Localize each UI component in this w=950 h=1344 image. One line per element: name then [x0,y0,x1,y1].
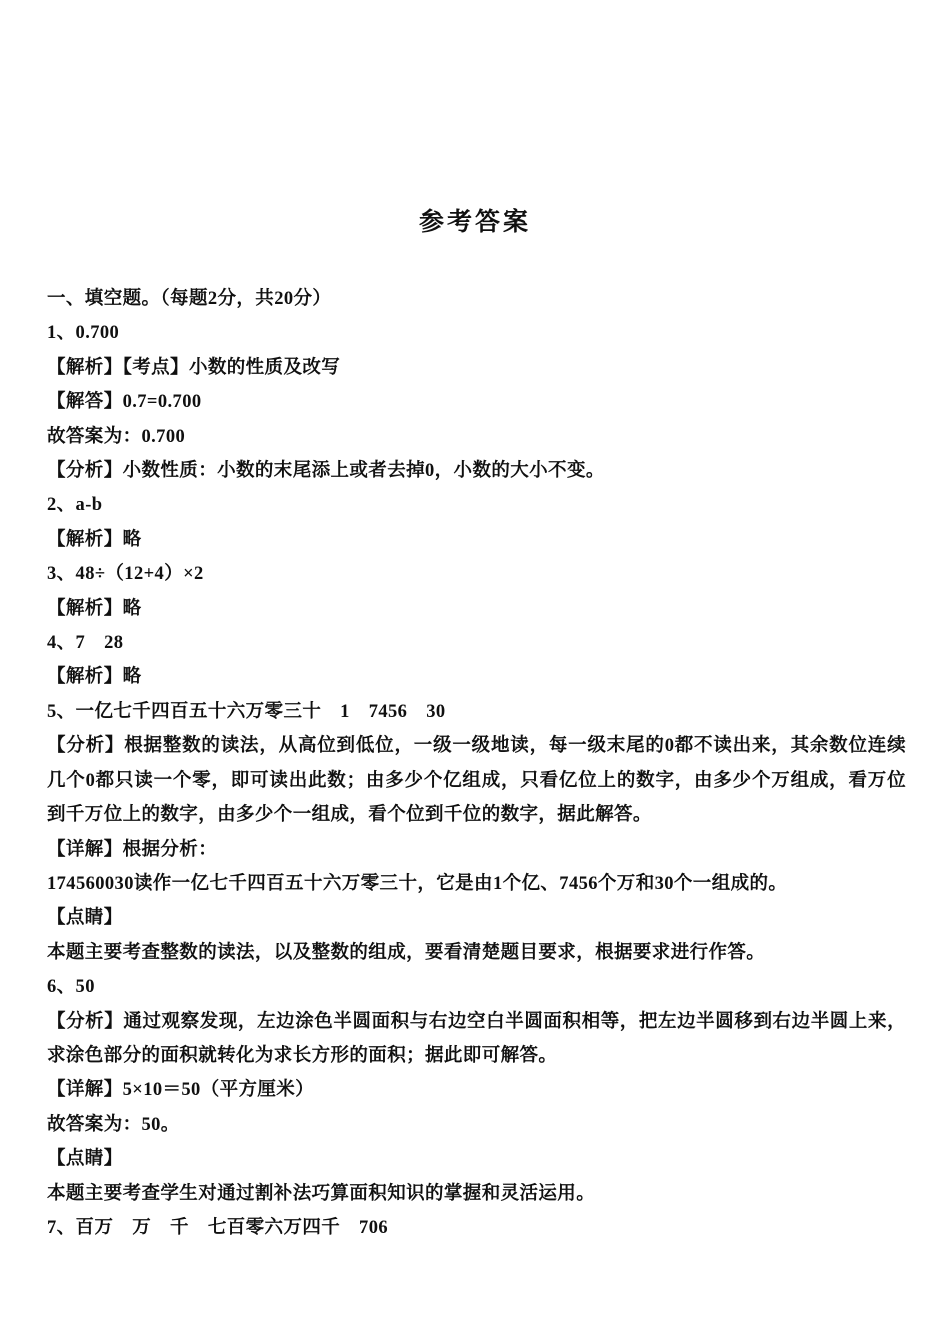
q4-jiexi: 【解析】略 [47,667,142,688]
q2-jiexi: 【解析】略 [47,529,142,550]
section-header-fill-in-blanks: 一、填空题。（每题2分，共20分） [47,289,332,309]
q6-dianjing: 【点睛】 [47,1149,123,1170]
q6-answer: 6、50 [47,977,95,998]
q5-answer: 5、一亿七千四百五十六万零三十 1 7456 30 [47,701,446,722]
q3-jiexi: 【解析】略 [47,598,142,619]
q5-xiangjie: 【详解】根据分析： [47,839,218,860]
q5-note: 本题主要考查整数的读法，以及整数的组成，要看清楚题目要求，根据要求进行作答。 [47,942,766,963]
q1-answer: 1、0.700 [47,323,120,344]
page-title: 参考答案 [418,209,531,236]
q7-answer: 7、百万 万 千 七百零六万四千 706 [47,1217,389,1238]
answer-key-content [0,282,950,1245]
q1-answer-restate: 故答案为：0.700 [47,426,186,447]
q1-analysis-kaodian: 【解析】【考点】小数的性质及改写 [47,357,341,378]
q5-fenxi: 【分析】根据整数的读法，从高位到低位，一级一级地读，每一级末尾的0都不读出来，其余数位连续几个0都只读一个零，即可读出此数；由多少个亿组成，只看亿位上的数字，由多少个万组成，看万位到千万位上的数字，由多少个一组成，看个位到千位的数字，据此解答。 [47,736,906,826]
q6-answer-restate: 故答案为：50。 [47,1114,180,1135]
q1-fenxi: 【分析】小数性质：小数的末尾添上或者去掉0，小数的大小不变。 [47,461,605,482]
q1-jieda: 【解答】0.7=0.700 [47,392,202,413]
q4-answer: 4、7 28 [47,633,124,654]
q6-note: 本题主要考查学生对通过割补法巧算面积知识的掌握和灵活运用。 [47,1183,596,1204]
q5-dianjing: 【点睛】 [47,908,123,929]
q5-detail: 174560030读作一亿七千四百五十六万零三十，它是由1个亿、7456个万和30个一组成的。 [47,873,788,894]
q6-xiangjie: 【详解】5×10＝50（平方厘米） [47,1080,315,1101]
q3-answer: 3、48÷（12+4）×2 [47,564,204,585]
q6-fenxi: 【分析】通过观察发现，左边涂色半圆面积与右边空白半圆面积相等，把左边半圆移到右边半圆上来，求涂色部分的面积就转化为求长方形的面积；据此即可解答。 [47,1011,906,1066]
q2-answer: 2、a-b [47,495,103,516]
